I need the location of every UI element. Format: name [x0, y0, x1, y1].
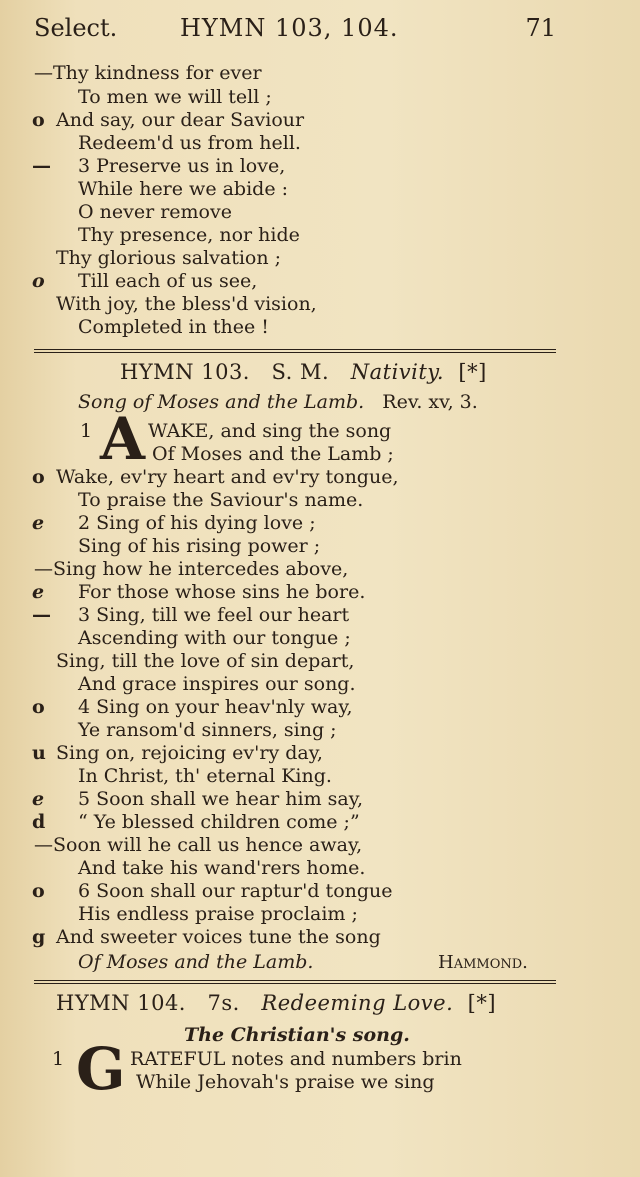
header-left: Select.: [34, 14, 118, 42]
verse-line: 6 Soon shall our raptur'd tongue: [78, 880, 393, 902]
dynamic-mark: o: [32, 270, 45, 292]
hymn-104-title: HYMN 104.: [56, 991, 186, 1015]
verse-line: Of Moses and the Lamb ;: [152, 443, 394, 465]
hymn-104-flag: [*]: [467, 991, 497, 1015]
hymn-103-reference: Rev. xv, 3.: [382, 391, 478, 413]
dynamic-mark: d: [32, 811, 46, 833]
verse-line: And take his wand'rers home.: [78, 857, 366, 879]
hymn-104-meter: 7s.: [207, 991, 240, 1015]
verse-line: Thy glorious salvation ;: [56, 247, 282, 269]
verse-line: Sing on, rejoicing ev'ry day,: [56, 742, 323, 764]
verse-line: Of Moses and the Lamb.: [78, 951, 314, 973]
hymn-103-meter: S. M.: [271, 360, 330, 384]
verse-line: Sing of his rising power ;: [78, 535, 321, 557]
verse-line: 2 Sing of his dying love ;: [78, 512, 316, 534]
verse-line: And sweeter voices tune the song: [56, 926, 381, 948]
dynamic-mark: —: [32, 155, 51, 177]
verse-line: Till each of us see,: [78, 270, 258, 292]
dynamic-mark: o: [32, 696, 45, 718]
verse-line: To praise the Saviour's name.: [78, 489, 364, 511]
dynamic-mark: —: [32, 604, 51, 626]
verse-line: 3 Preserve us in love,: [78, 155, 286, 177]
verse-line: To men we will tell ;: [78, 86, 272, 108]
verse-line: Wake, ev'ry heart and ev'ry tongue,: [56, 466, 399, 488]
page-header: [34, 14, 556, 48]
verse-line: O never remove: [78, 201, 232, 223]
verse-line: —Soon will he call us hence away,: [34, 834, 363, 856]
verse-number: 1: [52, 1048, 65, 1070]
verse-number: 1: [80, 420, 93, 442]
hymn-104-subtitle: The Christian's song.: [184, 1024, 410, 1046]
drop-cap: G: [76, 1035, 126, 1103]
verse-line: 5 Soon shall we hear him say,: [78, 788, 363, 810]
page-number: 71: [525, 14, 556, 42]
composer-name: Hammond.: [438, 952, 528, 973]
dynamic-mark: e: [32, 512, 45, 534]
dynamic-mark: o: [32, 880, 45, 902]
verse-line: Completed in thee !: [78, 316, 269, 338]
verse-line: Sing, till the love of sin depart,: [56, 650, 355, 672]
verse-line: Ye ransom'd sinners, sing ;: [78, 719, 337, 741]
verse-line: In Christ, th' eternal King.: [78, 765, 332, 787]
verse-line: —Sing how he intercedes above,: [34, 558, 349, 580]
hymn-104-heading: [56, 991, 496, 1015]
verse-line: For those whose sins he bore.: [78, 581, 366, 603]
verse-line: 3 Sing, till we feel our heart: [78, 604, 350, 626]
verse-line: —Thy kindness for ever: [34, 62, 262, 84]
verse-line: Ascending with our tongue ;: [78, 627, 351, 649]
verse-line: While Jehovah's praise we sing: [136, 1071, 435, 1093]
hymn-103-flag: [*]: [458, 360, 487, 384]
section-divider: [34, 349, 556, 353]
dynamic-mark: u: [32, 742, 46, 764]
verse-line: RATEFUL notes and numbers brin: [130, 1048, 462, 1070]
verse-line: Thy presence, nor hide: [78, 224, 300, 246]
verse-line: While here we abide :: [78, 178, 289, 200]
dynamic-mark: e: [32, 581, 45, 603]
dynamic-mark: o: [32, 109, 45, 131]
drop-cap: A: [100, 405, 146, 473]
verse-line: His endless praise proclaim ;: [78, 903, 358, 925]
verse-line: 4 Sing on your heav'nly way,: [78, 696, 353, 718]
verse-line: “ Ye blessed children come ;”: [78, 811, 360, 833]
verse-line: Redeem'd us from hell.: [78, 132, 301, 154]
verse-line: With joy, the bless'd vision,: [56, 293, 317, 315]
hymn-103-tune: Nativity.: [350, 360, 445, 384]
verse-line: And say, our dear Saviour: [56, 109, 305, 131]
hymn-103-subtitle: Song of Moses and the Lamb.: [78, 391, 365, 413]
verse-line: WAKE, and sing the song: [148, 420, 392, 442]
section-divider: [34, 980, 556, 984]
hymn-103-heading: [120, 360, 487, 384]
verse-line: And grace inspires our song.: [78, 673, 356, 695]
dynamic-mark: g: [32, 926, 46, 948]
dynamic-mark: o: [32, 466, 45, 488]
hymn-103-title: HYMN 103.: [120, 360, 250, 384]
header-title: HYMN 103, 104.: [180, 14, 399, 42]
dynamic-mark: e: [32, 788, 45, 810]
hymn-104-tune: Redeeming Love.: [261, 991, 454, 1015]
